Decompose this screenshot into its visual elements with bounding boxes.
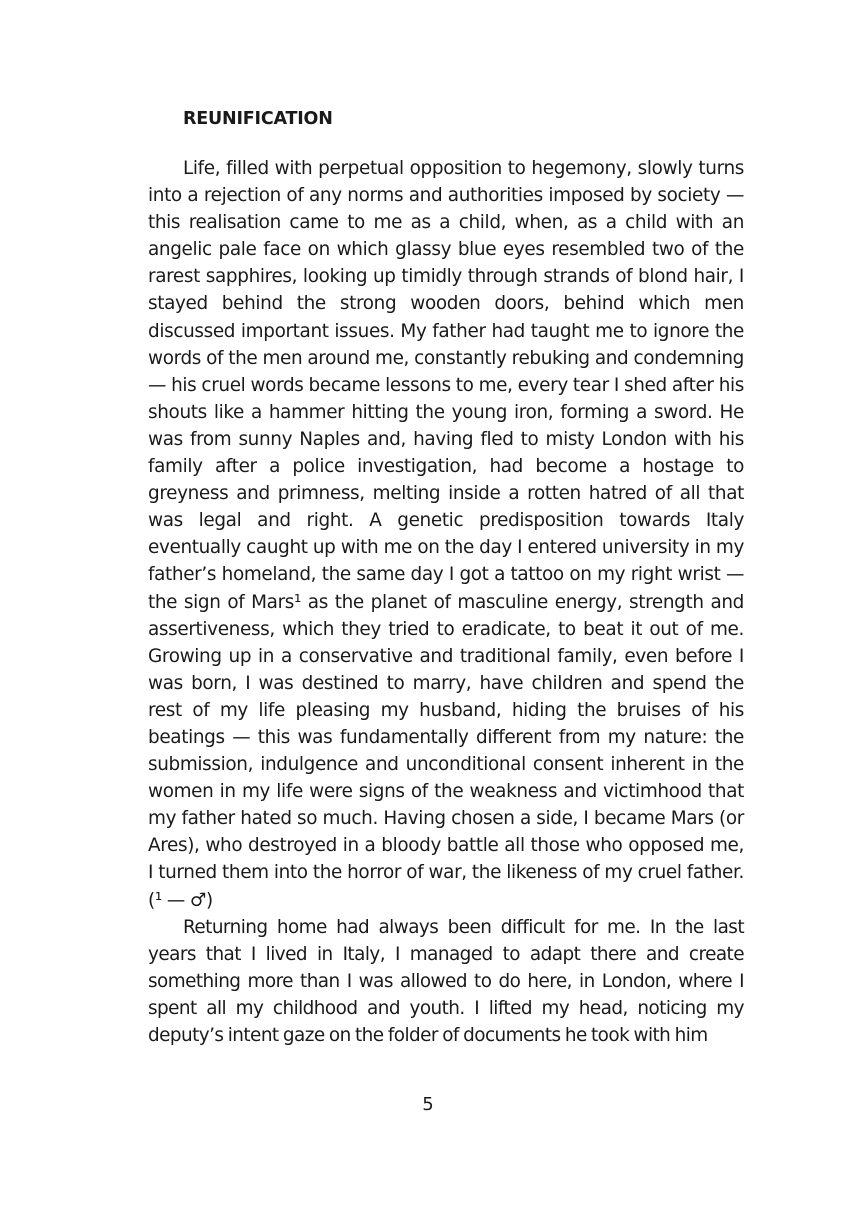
text-block — [148, 106, 744, 1049]
page-number: 5 — [422, 1094, 434, 1115]
chapter-heading: REUNIFICATION — [183, 109, 333, 129]
paragraph-2: Returning home had always been difficult for me. In the last years that I lived in Italy, I managed to adapt there and create something more than I was allowed to do here, in London, where I spent all my childhood and youth. I lifted my head, noticing my deputy’s intent gaze on the folder of documents he took with him — [148, 916, 744, 1046]
paragraph-1: Life, filled with perpetual opposition to hegemony, slowly turns into a rejection of any norms and authorities imposed by society — this realisation came to me as a child, when, as a child with an angelic pale face on which glassy blue eyes resembled two of the rarest sapphires, looking up timidly through strands of blond hair, I stayed behind the strong wooden doors, behind which men discussed important issues. My father had taught me to ignore the words of the men around me, constantly rebuking and condemning — his cruel words became lessons to me, every tear I shed after his shouts like a hammer hitting the young iron, forming a sword. He was from sunny Naples and, having fled to misty London with his family after a police investigation, had become a hostage to greyness and primness, melting inside a rotten hatred of all that was legal and right. A genetic predisposition towards Italy eventually caught up with me on the day I entered university in my father’s homeland, the same day I got a tattoo on my right wrist — the sign of Mars¹ as the planet of masculine energy, strength and assertiveness, which they tried to eradicate, to beat it out of me. Growing up in a conservative and traditional family, even before I was born, I was destined to marry, have children and spend the rest of my life pleasing my husband, hiding the bruises of his beatings — this was fundamentally different from my nature: the submission, indulgence and unconditional consent inherent in the women in my life were signs of the weakness and victimhood that my father hated so much. Having chosen a side, I became Mars (or Ares), who destroyed in a bloody battle all those who opposed me, I turned them into the horror of war, the likeness of my cruel father. (¹ — ♂) — [148, 158, 744, 911]
